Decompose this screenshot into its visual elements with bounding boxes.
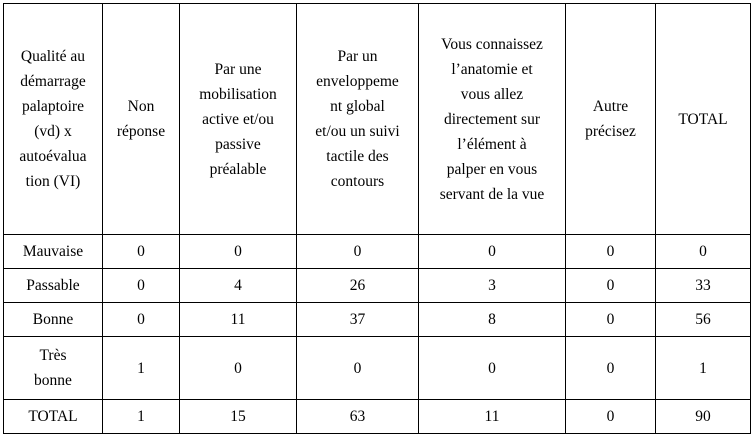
header-row <box>4 4 751 235</box>
row-label: Mauvaise <box>4 235 103 269</box>
data-table <box>3 3 751 434</box>
table-cell: 0 <box>103 303 180 337</box>
table-cell: 0 <box>566 303 656 337</box>
table-cell: 1 <box>103 337 180 400</box>
table-cell: 0 <box>103 269 180 303</box>
header-cell: TOTAL <box>656 4 751 235</box>
header-cell: Autre précisez <box>566 4 656 235</box>
table-cell: 90 <box>656 400 751 434</box>
table-cell: 1 <box>103 400 180 434</box>
table-cell: 0 <box>419 337 566 400</box>
table-cell: 63 <box>297 400 419 434</box>
table-cell: 37 <box>297 303 419 337</box>
table-cell: 0 <box>566 269 656 303</box>
table-cell: 0 <box>566 400 656 434</box>
header-cell: Par un enveloppeme nt global et/ou un suivi tactile des contours <box>297 4 419 235</box>
table-row <box>4 269 751 303</box>
table-cell: 0 <box>180 235 297 269</box>
header-cell: Par une mobilisation active et/ou passive préalable <box>180 4 297 235</box>
table-cell: 0 <box>419 235 566 269</box>
table-cell: 26 <box>297 269 419 303</box>
row-label: Bonne <box>4 303 103 337</box>
table-cell: 56 <box>656 303 751 337</box>
row-label: Passable <box>4 269 103 303</box>
table-cell: 0 <box>566 235 656 269</box>
table-cell: 15 <box>180 400 297 434</box>
table-row <box>4 337 751 400</box>
table-cell: 11 <box>180 303 297 337</box>
table-cell: 8 <box>419 303 566 337</box>
header-cell: Vous connaissez l’anatomie et vous allez directement sur l’élément à palper en vous servant de la vue <box>419 4 566 235</box>
table-cell: 1 <box>656 337 751 400</box>
header-cell: Qualité au démarrage palaptoire (vd) x autoévalua tion (VI) <box>4 4 103 235</box>
table-cell: 11 <box>419 400 566 434</box>
table-cell: 0 <box>656 235 751 269</box>
table-cell: 0 <box>297 337 419 400</box>
table-cell: 33 <box>656 269 751 303</box>
table-cell: 3 <box>419 269 566 303</box>
total-row <box>4 400 751 434</box>
table-row <box>4 235 751 269</box>
table-cell: 4 <box>180 269 297 303</box>
table-cell: 0 <box>180 337 297 400</box>
header-cell: Non réponse <box>103 4 180 235</box>
row-label: Très bonne <box>4 337 103 400</box>
table-row <box>4 303 751 337</box>
table-cell: 0 <box>103 235 180 269</box>
row-label: TOTAL <box>4 400 103 434</box>
table-cell: 0 <box>566 337 656 400</box>
table-cell: 0 <box>297 235 419 269</box>
